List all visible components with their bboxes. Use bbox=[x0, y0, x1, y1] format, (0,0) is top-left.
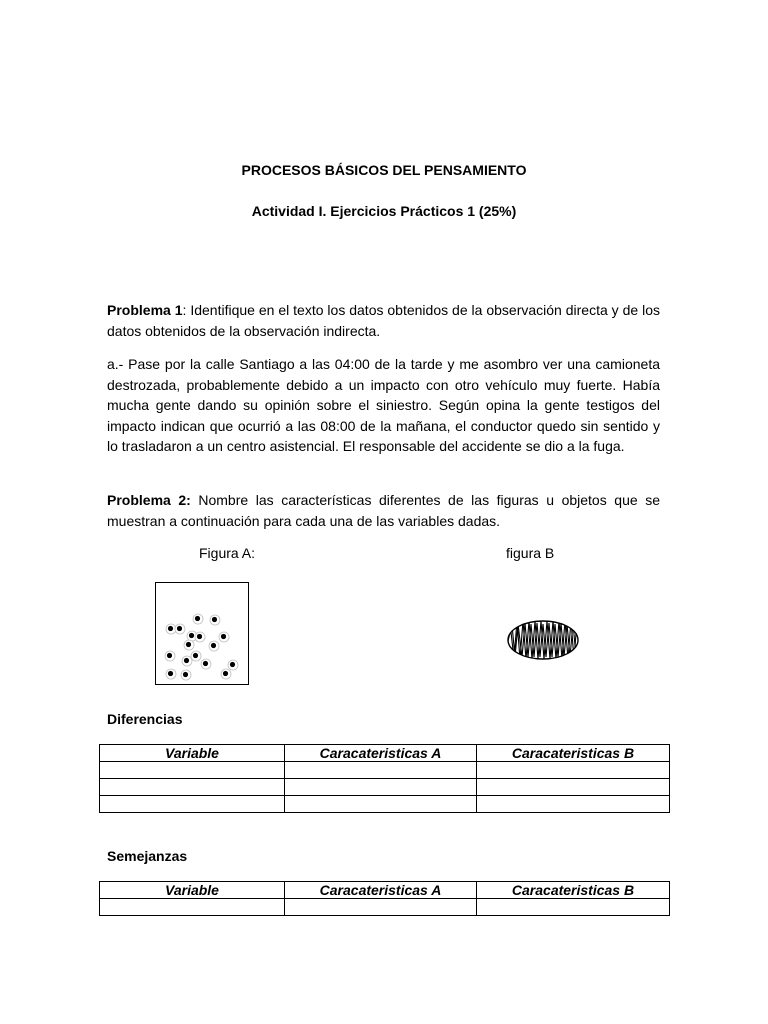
problem-2-label: Problema 2: bbox=[107, 492, 191, 508]
figure-b-ellipse-drawing bbox=[506, 619, 580, 661]
table-cell[interactable] bbox=[100, 796, 285, 813]
figure-b-label: figura B bbox=[506, 545, 555, 561]
column-header: Variable bbox=[100, 745, 285, 762]
differences-title: Diferencias bbox=[107, 711, 183, 727]
table-cell[interactable] bbox=[477, 899, 670, 916]
problem-1 bbox=[107, 300, 660, 341]
column-header: Caracateristicas A bbox=[285, 745, 477, 762]
table-header-row bbox=[100, 882, 670, 899]
similarities-title: Semejanzas bbox=[107, 848, 188, 864]
table-cell[interactable] bbox=[100, 899, 285, 916]
column-header: Variable bbox=[100, 882, 285, 899]
table-cell[interactable] bbox=[285, 899, 477, 916]
table-cell[interactable] bbox=[285, 779, 477, 796]
table-row bbox=[100, 796, 670, 813]
page-title: PROCESOS BÁSICOS DEL PENSAMIENTO bbox=[241, 162, 527, 178]
figure-b-ellipse bbox=[506, 619, 580, 661]
table-row bbox=[100, 899, 670, 916]
figure-a-dots bbox=[155, 582, 249, 685]
similarities-table bbox=[99, 881, 670, 916]
table-cell[interactable] bbox=[285, 762, 477, 779]
table-cell[interactable] bbox=[285, 796, 477, 813]
column-header: Caracateristicas B bbox=[477, 745, 670, 762]
problem-1-text: : Identifique en el texto los datos obtenidos de la observación directa y de los datos obtenidos de la observación indirecta. bbox=[107, 302, 660, 339]
problem-2 bbox=[107, 490, 660, 531]
table-cell[interactable] bbox=[100, 762, 285, 779]
page-subtitle: Actividad I. Ejercicios Prácticos 1 (25%) bbox=[251, 203, 517, 219]
table-row bbox=[100, 779, 670, 796]
table-row bbox=[100, 762, 670, 779]
problem-1-passage: a.- Pase por la calle Santiago a las 04:00 de la tarde y me asombro ver una camioneta destrozada, probablemente debido a un impacto con otro vehículo muy fuerte. Había mucha gente dando su opinión sobre el siniestro. Según opina la gente testigos del impacto indican que ocurrió a las 08:00 de la mañana, el conductor quedo sin sentido y lo trasladaron a un centro asistencial. El responsable del accidente se dio a la fuga. bbox=[107, 356, 660, 454]
table-cell[interactable] bbox=[477, 779, 670, 796]
table-cell[interactable] bbox=[477, 796, 670, 813]
table-cell[interactable] bbox=[100, 779, 285, 796]
figure-a-label: Figura A: bbox=[199, 545, 256, 561]
differences-table bbox=[99, 744, 670, 813]
figure-a-dots-drawing bbox=[156, 583, 248, 684]
problem-2-text: Nombre las características diferentes de las figuras u objetos que se muestran a continuación para cada una de las variables dadas. bbox=[107, 492, 660, 529]
table-header-row bbox=[100, 745, 670, 762]
column-header: Caracateristicas B bbox=[477, 882, 670, 899]
column-header: Caracateristicas A bbox=[285, 882, 477, 899]
problem-1-label: Problema 1 bbox=[107, 302, 183, 318]
table-cell[interactable] bbox=[477, 762, 670, 779]
